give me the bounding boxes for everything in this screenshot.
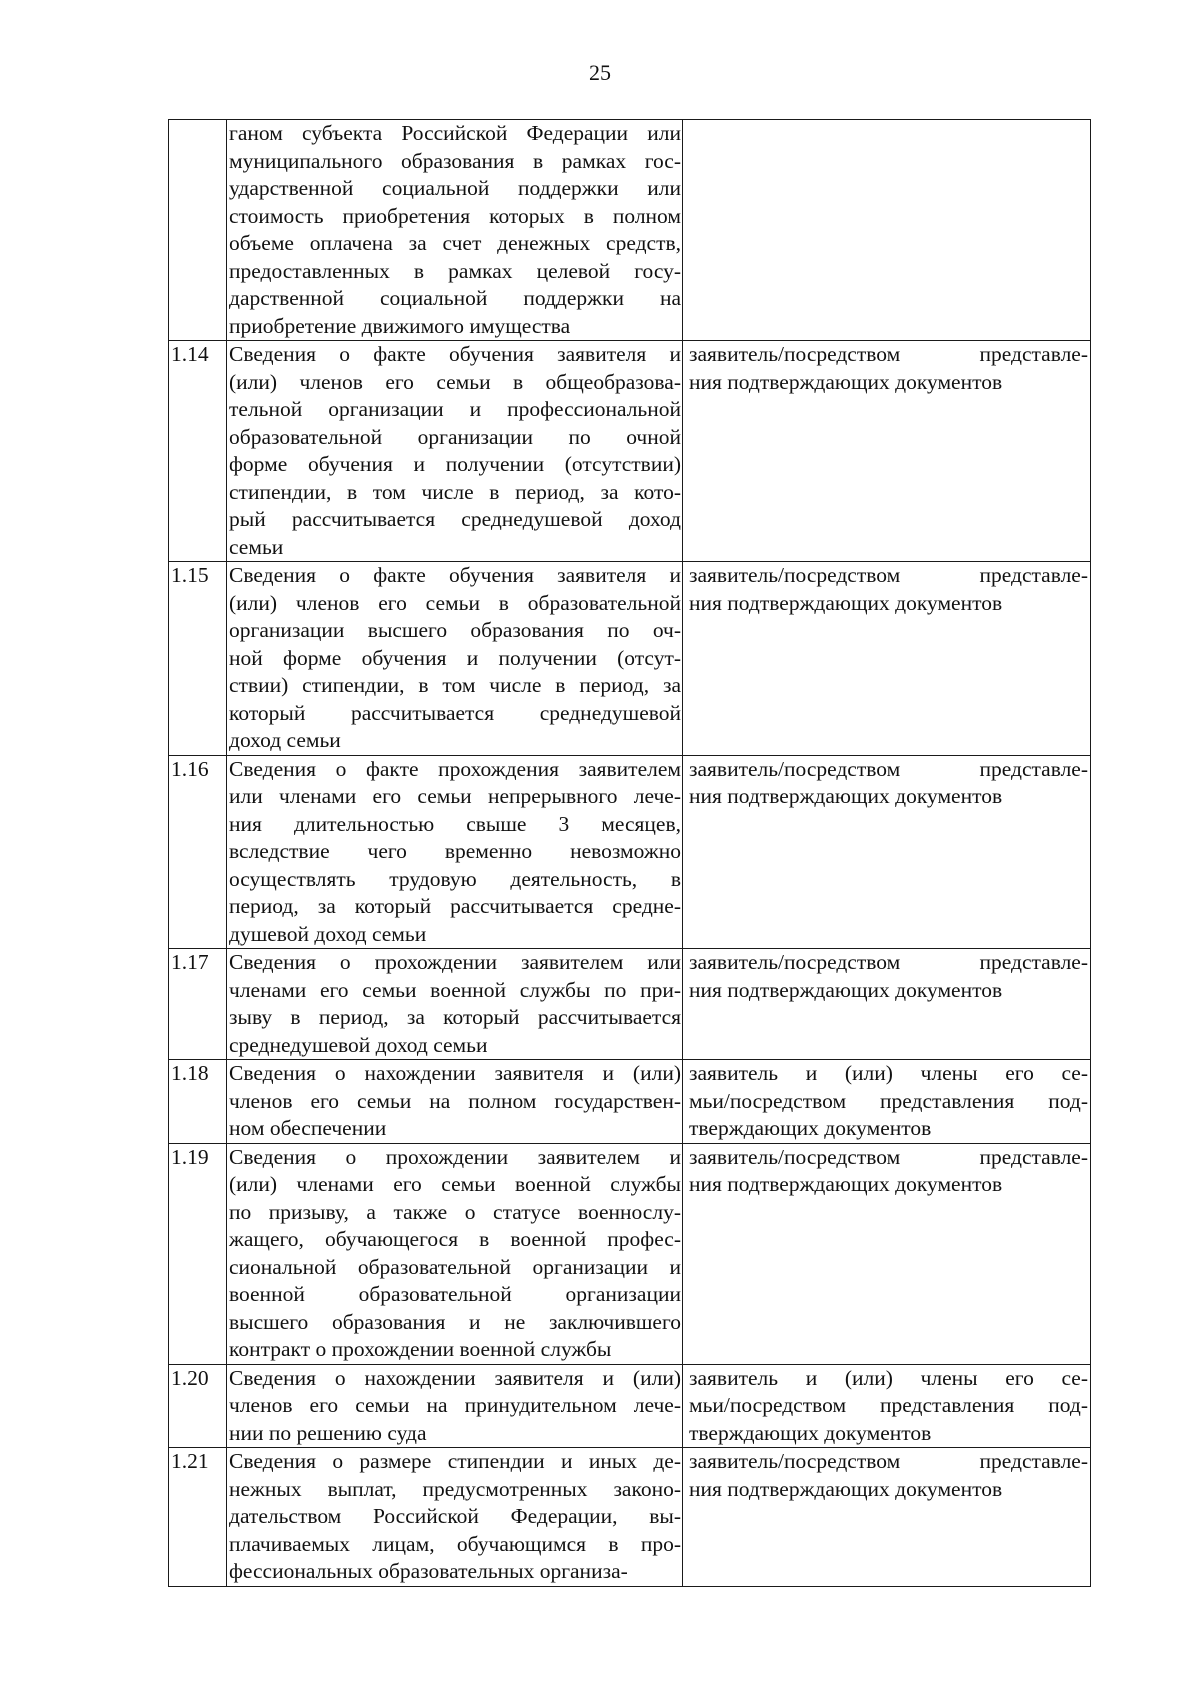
table-row <box>169 562 1091 756</box>
row-description-line: дарственной социальной поддержки на <box>229 286 681 310</box>
row-number: 1.20 <box>169 1364 227 1448</box>
row-source <box>683 1448 1091 1587</box>
row-description-line: семьи <box>229 534 284 559</box>
row-number: 1.19 <box>169 1143 227 1364</box>
row-source-line: ния подтверждающих документов <box>689 1476 1003 1501</box>
table-row <box>169 1060 1091 1144</box>
row-description-line: (или) членами его семьи военной службы <box>229 1172 681 1196</box>
row-source <box>683 562 1091 756</box>
row-description-line: военной образовательной организации <box>229 1282 681 1306</box>
row-source-line: ния подтверждающих документов <box>689 1172 1003 1196</box>
row-description-line: Сведения о размере стипендии и иных де- <box>229 1449 681 1473</box>
row-description <box>227 120 683 341</box>
row-number: 1.21 <box>169 1448 227 1587</box>
row-description-line: душевой доход семьи <box>229 921 427 946</box>
row-source-line: заявитель и (или) члены его се- <box>689 1365 1088 1390</box>
table-row <box>169 1143 1091 1364</box>
row-description-line: ном обеспечении <box>229 1116 387 1140</box>
row-description <box>227 755 683 949</box>
row-source <box>683 1060 1091 1144</box>
row-description-line: фессиональных образовательных организа- <box>229 1559 628 1583</box>
row-source-line: заявитель/посредством представле- <box>689 342 1088 366</box>
row-description-line: контракт о прохождении военной службы <box>229 1337 612 1361</box>
row-source <box>683 341 1091 562</box>
row-number <box>169 120 227 341</box>
row-description-line: (или) членов его семьи в общеобразова- <box>229 369 681 394</box>
page-number: 25 <box>589 60 611 85</box>
row-description-line: ния длительностью свыше 3 месяцев, <box>229 811 681 836</box>
row-source-line: заявитель и (или) члены его се- <box>689 1061 1088 1085</box>
row-number: 1.17 <box>169 949 227 1060</box>
row-source-line: заявитель/посредством представле- <box>689 756 1088 781</box>
row-description-line: Сведения о нахождении заявителя и (или) <box>229 1365 681 1390</box>
row-description-line: рый рассчитывается среднедушевой доход <box>229 507 681 531</box>
row-description <box>227 949 683 1060</box>
row-description-line: членами его семьи военной службы по при- <box>229 977 681 1002</box>
row-description <box>227 562 683 756</box>
row-description-line: доход семьи <box>229 728 341 752</box>
row-description-line: период, за который рассчитывается средне- <box>229 894 681 918</box>
row-source <box>683 1364 1091 1448</box>
row-description-line: жащего, обучающегося в военной профес- <box>229 1227 681 1251</box>
row-description-line: предоставленных в рамках целевой госу- <box>229 258 681 283</box>
row-description-line: объеме оплачена за счет денежных средств, <box>229 231 681 255</box>
row-source <box>683 949 1091 1060</box>
row-description-line: высшего образования и не заключившего <box>229 1309 681 1334</box>
row-description-line: (или) членов его семьи в образовательной <box>229 590 681 615</box>
row-description-line: тельной организации и профессиональной <box>229 397 681 421</box>
row-description-line: стипендии, в том числе в период, за кото- <box>229 479 681 504</box>
row-description-line: нежных выплат, предусмотренных законо- <box>229 1476 681 1501</box>
row-source-line: мьи/посредством представления под- <box>689 1393 1088 1417</box>
row-description-line: организации высшего образования по оч- <box>229 618 681 642</box>
row-description-line: среднедушевой доход семьи <box>229 1032 488 1057</box>
row-source-line: тверждающих документов <box>689 1116 932 1140</box>
table-row <box>169 341 1091 562</box>
row-source-line: заявитель/посредством представле- <box>689 1144 1088 1169</box>
row-source-line: ния подтверждающих документов <box>689 977 1003 1002</box>
requirements-table <box>168 119 1091 1587</box>
row-description-line: Сведения о факте обучения заявителя и <box>229 342 681 366</box>
row-description-line: который рассчитывается среднедушевой <box>229 700 681 725</box>
row-description-line: Сведения о нахождении заявителя и (или) <box>229 1061 681 1085</box>
table-row <box>169 120 1091 341</box>
row-description <box>227 1448 683 1587</box>
row-description-line: образовательной организации по очной <box>229 424 681 449</box>
row-description <box>227 1143 683 1364</box>
row-description-line: Сведения о факте обучения заявителя и <box>229 563 681 587</box>
row-description-line: сиональной образовательной организации и <box>229 1254 681 1279</box>
row-source-line: ния подтверждающих документов <box>689 369 1003 394</box>
row-description-line: форме обучения и получении (отсутствии) <box>229 452 681 476</box>
row-description-line: плачиваемых лицам, обучающимся в про- <box>229 1531 681 1556</box>
row-description-line: муниципального образования в рамках гос- <box>229 148 681 173</box>
row-description-line: ной форме обучения и получении (отсут- <box>229 645 681 670</box>
row-description-line: дательством Российской Федерации, вы- <box>229 1504 681 1528</box>
row-source-line: ния подтверждающих документов <box>689 784 1003 808</box>
row-source <box>683 1143 1091 1364</box>
row-description <box>227 1060 683 1144</box>
row-description <box>227 341 683 562</box>
table-row <box>169 1448 1091 1587</box>
row-description-line: нии по решению суда <box>229 1420 427 1445</box>
row-description-line: приобретение движимого имущества <box>229 313 571 338</box>
row-description-line: Сведения о прохождении заявителем или <box>229 950 681 974</box>
row-description-line: ствии) стипендии, в том числе в период, за <box>229 673 681 697</box>
row-source <box>683 120 1091 341</box>
row-description-line: членов его семьи на полном государствен- <box>229 1088 681 1113</box>
row-description-line: Сведения о факте прохождения заявителем <box>229 756 681 781</box>
row-description-line: по призыву, а также о статусе военнослу- <box>229 1199 681 1224</box>
table-row <box>169 755 1091 949</box>
row-source-line: мьи/посредством представления под- <box>689 1088 1088 1113</box>
row-number: 1.15 <box>169 562 227 756</box>
row-description-line: ударственной социальной поддержки или <box>229 176 681 200</box>
row-source-line: ния подтверждающих документов <box>689 590 1003 615</box>
row-source-line: заявитель/посредством представле- <box>689 563 1088 587</box>
row-source-line: тверждающих документов <box>689 1420 932 1445</box>
row-source <box>683 755 1091 949</box>
row-description-line: вследствие чего временно невозможно <box>229 839 681 863</box>
row-number: 1.14 <box>169 341 227 562</box>
row-description-line: зыву в период, за который рассчитывается <box>229 1005 681 1029</box>
row-description-line: осуществлять трудовую деятельность, в <box>229 866 681 891</box>
row-number: 1.18 <box>169 1060 227 1144</box>
row-number: 1.16 <box>169 755 227 949</box>
row-description-line: членов его семьи на принудительном лече- <box>229 1393 681 1417</box>
row-description-line: ганом субъекта Российской Федерации или <box>229 121 681 145</box>
row-source-line: заявитель/посредством представле- <box>689 1449 1088 1473</box>
table-row <box>169 1364 1091 1448</box>
row-source-line: заявитель/посредством представле- <box>689 950 1088 974</box>
row-description-line: стоимость приобретения которых в полном <box>229 203 681 228</box>
row-description-line: Сведения о прохождении заявителем и <box>229 1144 681 1169</box>
row-description <box>227 1364 683 1448</box>
table-row <box>169 949 1091 1060</box>
row-description-line: или членами его семьи непрерывного лече- <box>229 784 681 808</box>
